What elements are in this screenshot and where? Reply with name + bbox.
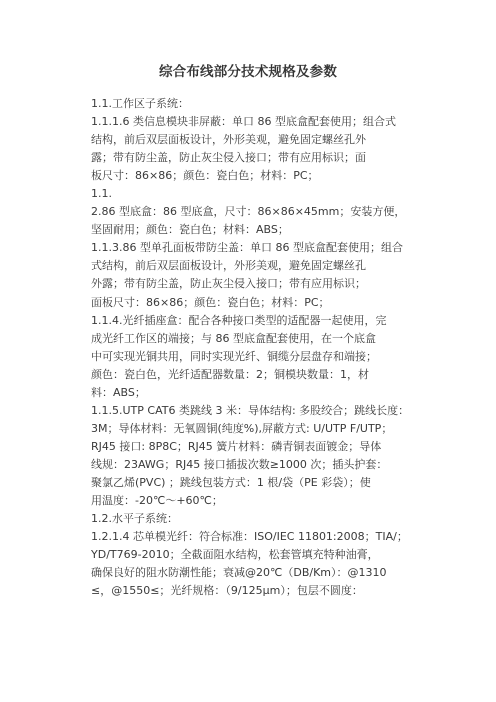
text-line: 外露；带有防尘盖，防止灰尘侵入接口；带有应用标识；	[91, 277, 366, 291]
text-line: 用温度：-20℃～+60℃；	[91, 494, 223, 508]
text-line: 板尺寸：86×86；颜色：瓷白色；材料：PC；	[91, 169, 319, 183]
text-line: 成光纤工作区的端接；与 86 型底盒配套使用，在一个底盒	[91, 331, 376, 345]
text-line: YD/T769-2010；全截面阻水结构，松套管填充特种油膏，	[91, 548, 379, 562]
text-line: 料：ABS；	[91, 385, 146, 399]
text-line: ≤，@1550≤；光纤规格：（9/125μm）；包层不圆度：	[91, 584, 363, 598]
text-line: 3M；导体材料：无氧圆铜(纯度%),屏蔽方式: U/UTP F/UTP；	[91, 421, 393, 435]
text-line: 露；带有防尘盖，防止灰尘侵入接口；带有应用标识；面	[91, 151, 366, 165]
text-line: 坚固耐用；颜色：瓷白色；材料：ABS；	[91, 223, 289, 237]
text-line: 结构，前后双层面板设计，外形美观，避免固定螺丝孔外	[91, 133, 366, 147]
text-line: 1.1.5.UTP CAT6 类跳线 3 米：导体结构: 多股绞合；跳线长度：	[91, 403, 410, 417]
text-line: 1.1.4.光纤插座盒：配合各种接口类型的适配器一起使用，完	[91, 313, 387, 327]
text-line: 1.1.	[91, 187, 112, 201]
text-line: 1.2.1.4 芯单模光纤：符合标准：ISO/IEC 11801:2008；TIA/；	[91, 530, 408, 544]
text-line: 面板尺寸：86×86；颜色：瓷白色；材料：PC；	[91, 295, 330, 309]
document-body	[91, 95, 459, 600]
text-line: 确保良好的阻水防潮性能；衰减@20℃（DB/Km）：@1310	[91, 566, 387, 580]
text-line: 1.1.3.86 型单孔面板带防尘盖：单口 86 型底盒配套使用；组合	[91, 241, 403, 255]
text-line: 聚氯乙烯(PVC) ；跳线包装方式：1 根/袋（PE 彩袋）；使	[91, 475, 371, 489]
text-line: 1.1.工作区子系统：	[91, 97, 189, 110]
text-line: 1.2.水平子系统：	[91, 512, 178, 526]
text-line: 中可实现光铜共用，同时实现光纤、铜缆分层盘存和端接；	[91, 349, 377, 363]
document-title: 综合布线部分技术规格及参数	[158, 64, 338, 80]
text-line: 线规：23AWG；RJ45 接口插拔次数≥1000 次；插头护套：	[91, 457, 388, 471]
text-line: 颜色：瓷白色，光纤适配器数量：2；铜模块数量：1，材	[91, 367, 369, 381]
text-line: 1.1.1.6 类信息模块非屏蔽：单口 86 型底盒配套使用；组合式	[91, 115, 396, 129]
text-line: 2.86 型底盒：86 型底盒，尺寸：86×86×45mm；安装方便，	[91, 205, 406, 219]
text-line: RJ45 接口: 8P8C；RJ45 簧片材料：磷青铜表面镀金；导体	[91, 439, 382, 453]
text-line: 式结构，前后双层面板设计，外形美观，避免固定螺丝孔	[91, 259, 366, 273]
